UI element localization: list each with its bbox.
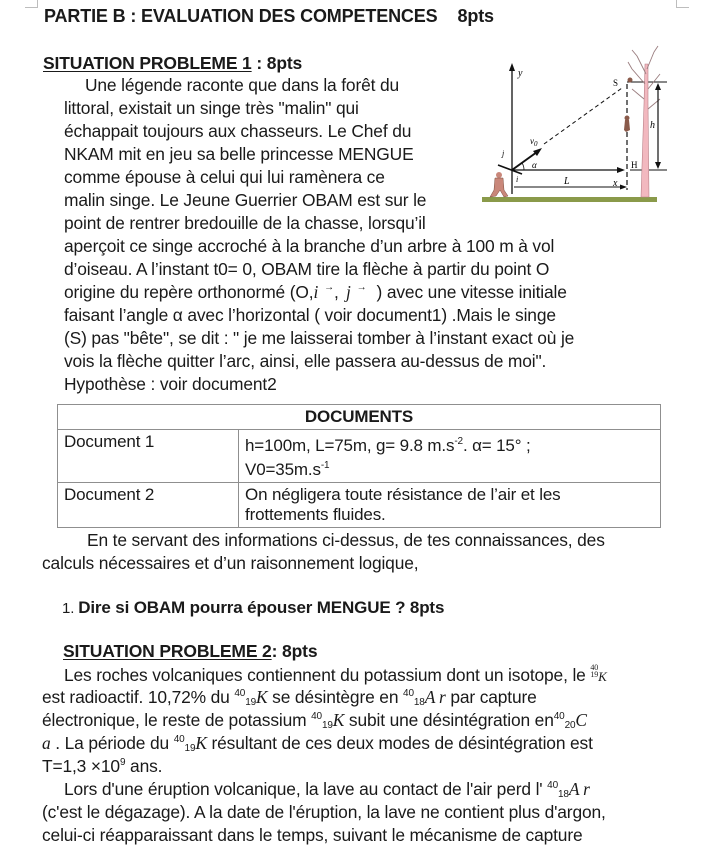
page-corner-mark-right bbox=[676, 0, 689, 8]
s2-line-1-text: Les roches volcaniques contiennent du potassium dont un isotope, le bbox=[64, 665, 591, 685]
vector-j-symbol: j bbox=[345, 282, 351, 302]
s2-line-3-text: subit une désintégration en bbox=[344, 710, 554, 730]
s1-line-1: Une légende raconte que dans la forêt du bbox=[85, 75, 400, 95]
documents-table-header-row bbox=[58, 405, 661, 430]
s2-line-4-text: . La période du bbox=[50, 733, 174, 753]
atomic-number: 19 bbox=[321, 720, 333, 731]
ground-grass bbox=[482, 197, 657, 202]
s1-line-14: Hypothèse : voir document2 bbox=[64, 374, 277, 394]
s2-line-2-text: se désintègre en bbox=[267, 687, 404, 707]
tree bbox=[628, 46, 660, 197]
vector-arrow-i-icon: → bbox=[324, 282, 334, 293]
h-label: h bbox=[650, 120, 655, 131]
atomic-number: 19 bbox=[184, 743, 196, 754]
l-dimension-arrow-icon bbox=[620, 185, 627, 190]
situation2-title: SITUATION PROBLEME 2 bbox=[63, 641, 272, 661]
instructions-line-1: En te servant des informations ci-dessus, de tes connaissances, des bbox=[87, 530, 605, 550]
nuclide-k40: 40 19 bbox=[590, 663, 599, 679]
s2-line-5 bbox=[42, 756, 162, 777]
s2-line-2-text: est radioactif. 10,72% du bbox=[42, 687, 235, 707]
atomic-number: 18 bbox=[413, 697, 425, 708]
mass-number: 40 bbox=[173, 734, 185, 745]
mass-number: 40 bbox=[403, 688, 414, 699]
s1-line-12: (S) pas "bête", se dit : " je me laisserai tomber à l’instant exact où je bbox=[64, 328, 575, 348]
question-1 bbox=[62, 598, 444, 618]
s1-line-11: faisant l’angle α avec l’horizontal ( voir document1) .Mais le singe bbox=[64, 305, 556, 325]
table-row bbox=[58, 430, 661, 483]
x-axis-arrow-icon bbox=[617, 167, 625, 173]
monkey-figure bbox=[624, 78, 633, 133]
s1-line-5: comme épouse à celui qui lui ramènera ce bbox=[64, 167, 385, 187]
situation2-heading bbox=[63, 641, 317, 662]
h-dimension-arrow-down-icon bbox=[655, 162, 661, 169]
documents-table bbox=[57, 404, 661, 528]
nuclide-symbol-continued: a bbox=[42, 733, 51, 753]
s2-line-2-text: par capture bbox=[445, 687, 537, 707]
s2-line-6 bbox=[64, 779, 590, 800]
s1-line-6: malin singe. Le Jeune Guerrier OBAM est sur le bbox=[64, 190, 427, 210]
v0-label: $v_0$ bbox=[530, 136, 538, 148]
document2-text-line1: On négligera toute résistance de l’air et les bbox=[245, 485, 561, 504]
unit-vector-j-label: j bbox=[502, 149, 505, 158]
h-dimension-arrow-up-icon bbox=[655, 83, 661, 90]
s1-repere-text-before: origine du repère orthonormé (O, bbox=[64, 282, 314, 302]
nuclide-symbol: A r bbox=[568, 779, 590, 799]
x-axis-label: x bbox=[613, 178, 618, 189]
situation1-heading bbox=[43, 53, 302, 74]
exponent: -1 bbox=[320, 460, 330, 471]
s2-line-6-text: Lors d'une éruption volcanique, la lave au contact de l'air perd l' bbox=[64, 779, 548, 799]
atomic-number: 18 bbox=[557, 789, 569, 800]
s2-line-4-text: résultant de ces deux modes de désintégration est bbox=[206, 733, 593, 753]
question-text: Dire si OBAM pourra épouser MENGUE ? 8pts bbox=[78, 598, 445, 617]
point-s-label: S bbox=[613, 78, 619, 88]
y-axis-label: y bbox=[518, 68, 523, 79]
s1-line-13: vois la flèche quitter l’arc, ainsi, elle passera au-dessus de moi". bbox=[64, 351, 547, 371]
page-corner-mark-left bbox=[25, 0, 38, 8]
s2-line-7: (c'est le dégazage). A la date de l'éruption, la lave ne contient plus d'argon, bbox=[42, 802, 606, 822]
s2-line-8: celui-ci réapparaissant dans le temps, suivant le mécanisme de capture bbox=[42, 825, 583, 845]
page-title-text: PARTIE B : EVALUATION DES COMPETENCES bbox=[44, 6, 438, 26]
s2-line-3 bbox=[42, 710, 587, 731]
s1-line-4: NKAM mit en jeu sa belle princesse MENGUE bbox=[64, 144, 414, 164]
l-label: L bbox=[564, 176, 570, 187]
unit-vector-i-label: i bbox=[516, 175, 519, 184]
sight-line bbox=[544, 88, 622, 144]
situation1-points: : 8pts bbox=[251, 53, 303, 73]
mass-number: 40 bbox=[234, 688, 246, 699]
s2-line-2 bbox=[42, 687, 537, 708]
nuclide-symbol: K bbox=[256, 687, 268, 707]
document1-values-text: h=100m, L=75m, g= 9.8 m.s bbox=[245, 436, 455, 455]
document2-text-line2: frottements fluides. bbox=[245, 505, 386, 524]
document1-content bbox=[239, 430, 661, 483]
s1-line-8: aperçoit ce singe accroché à la branche d’un arbre à 100 m à vol bbox=[64, 236, 555, 256]
y-axis-arrow-icon bbox=[509, 63, 515, 71]
s1-line-3: échappait toujours aux chasseurs. Le Chef du bbox=[64, 121, 412, 141]
document1-v0-text: V0=35m.s bbox=[245, 460, 321, 479]
half-life-unit: ans. bbox=[125, 756, 163, 776]
vector-arrow-j-icon: → bbox=[356, 282, 367, 293]
s1-line-2: littoral, existait un singe très "malin" qui bbox=[64, 98, 359, 118]
page-title-points: 8pts bbox=[457, 6, 494, 26]
s1-repere-text-after: ) avec une vitesse initiale bbox=[376, 282, 567, 302]
nuclide-symbol: C bbox=[575, 710, 587, 730]
alpha-label: α bbox=[532, 160, 537, 170]
exponent: -2 bbox=[454, 436, 463, 447]
situation2-points: : 8pts bbox=[271, 641, 318, 661]
half-life-text: T=1,3 ×10 bbox=[42, 756, 120, 776]
document2-label: Document 2 bbox=[58, 483, 239, 528]
atomic-number: 20 bbox=[564, 720, 576, 731]
point-h-label: H bbox=[631, 160, 638, 170]
document1-label: Document 1 bbox=[58, 430, 239, 483]
mass-number: 40 bbox=[553, 711, 565, 722]
projectile-diagram bbox=[482, 44, 682, 224]
exponent: 9 bbox=[119, 757, 126, 768]
mass-number: 40 bbox=[547, 780, 558, 791]
atomic-number: 19 bbox=[245, 697, 257, 708]
s2-line-4 bbox=[42, 733, 593, 754]
s2-line-3-text: électronique, le reste de potassium bbox=[42, 710, 312, 730]
s1-line-repere: origine du repère orthonormé (O,i →, j → ) avec une vitesse initiale bbox=[64, 282, 567, 302]
s1-line-9: d’oiseau. A l’instant t0= 0, OBAM tire la flèche à partir du point O bbox=[64, 259, 550, 279]
documents-table-header: DOCUMENTS bbox=[58, 405, 661, 430]
s2-line-1 bbox=[64, 664, 607, 686]
nuclide-symbol: K bbox=[195, 733, 207, 753]
alpha-arc bbox=[522, 163, 524, 170]
question-number: 1. bbox=[62, 600, 75, 617]
situation1-title: SITUATION PROBLEME 1 bbox=[43, 53, 252, 73]
document1-values-rest: . α= 15° ; bbox=[462, 436, 531, 455]
nuclide-symbol: K bbox=[332, 710, 345, 730]
mass-number: 40 bbox=[311, 711, 322, 722]
table-row bbox=[58, 483, 661, 528]
vector-i-symbol: i bbox=[313, 282, 319, 302]
page-title bbox=[44, 6, 494, 27]
nuclide-symbol: K bbox=[598, 669, 607, 684]
instructions-line-2: calculs nécessaires et d’un raisonnement logique, bbox=[42, 553, 419, 573]
nuclide-symbol: A r bbox=[424, 687, 446, 707]
document2-content bbox=[239, 483, 661, 528]
s1-line-7: point de rentrer bredouille de la chasse, lorsqu’il bbox=[64, 213, 426, 233]
hunter-figure bbox=[490, 172, 508, 197]
